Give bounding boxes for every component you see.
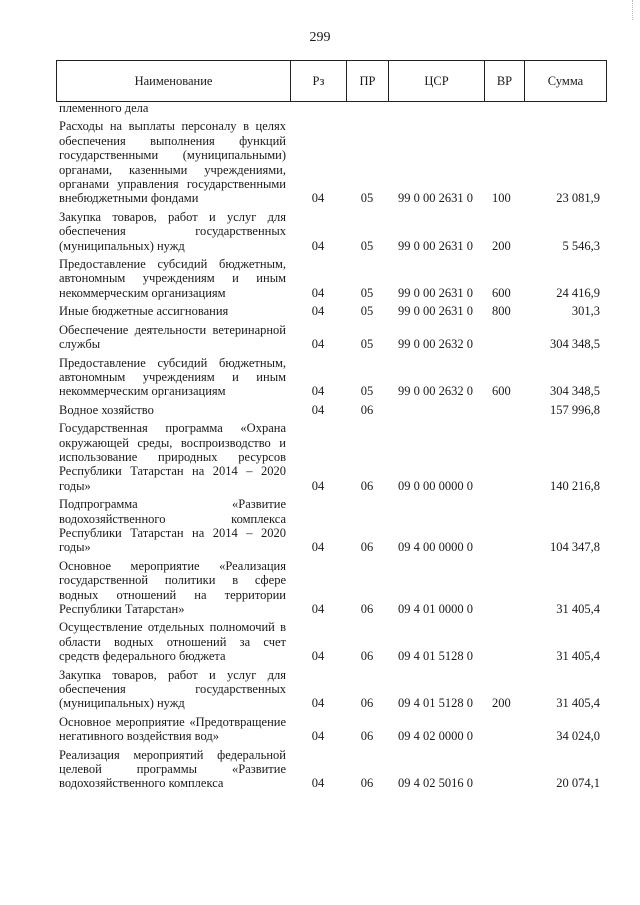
row-sum <box>524 101 606 115</box>
budget-table <box>56 101 606 791</box>
row-vr <box>484 403 524 417</box>
row-vr: 100 <box>492 191 511 206</box>
table-row <box>56 620 606 663</box>
row-sum: 157 996,8 <box>550 402 600 417</box>
table-row <box>56 403 606 417</box>
row-name: Реализация мероприятий федеральной целевой программы «Развитие водохозяйственного комплекса <box>59 747 286 791</box>
row-rz: 04 <box>311 602 325 616</box>
row-pr: 05 <box>360 384 374 399</box>
row-name: племенного дела <box>59 101 149 115</box>
row-name: Основное мероприятие «Реализация государственной политики в сфере водных отношений на территории Республики Татарстан» <box>59 558 286 616</box>
row-rz: 04 <box>311 191 325 206</box>
row-sum: 31 405,4 <box>556 696 600 711</box>
row-csr <box>388 403 484 417</box>
row-csr: 09 0 00 0000 0 <box>398 478 473 493</box>
table-row <box>56 559 606 617</box>
row-pr: 05 <box>360 304 374 319</box>
table-row <box>56 119 606 205</box>
row-vr <box>484 497 524 555</box>
col-header-vr: ВР <box>485 61 525 102</box>
row-csr: 99 0 00 2631 0 <box>398 304 473 319</box>
table-row <box>56 101 606 115</box>
table-row <box>56 748 606 791</box>
row-pr <box>346 101 388 115</box>
row-pr: 06 <box>360 649 374 664</box>
row-rz: 04 <box>311 337 325 352</box>
row-rz: 04 <box>311 649 325 664</box>
row-vr <box>484 421 524 493</box>
budget-table-body <box>56 101 606 791</box>
row-sum: 31 405,4 <box>556 649 600 664</box>
row-csr: 99 0 00 2632 0 <box>398 384 473 399</box>
row-rz: 04 <box>311 478 325 493</box>
row-pr: 06 <box>360 696 374 711</box>
row-vr: 800 <box>492 304 511 319</box>
table-row <box>56 668 606 711</box>
row-sum: 104 347,8 <box>550 540 600 555</box>
row-name: Основное мероприятие «Предотвращение негативного воздействия вод» <box>59 714 286 744</box>
row-pr: 05 <box>360 337 374 352</box>
row-rz: 04 <box>311 304 325 319</box>
row-rz: 04 <box>311 384 325 399</box>
page-number: 299 <box>309 30 331 45</box>
table-row <box>56 257 606 300</box>
row-vr: 200 <box>492 238 511 253</box>
row-sum: 140 216,8 <box>550 478 600 493</box>
row-vr: 200 <box>492 696 511 711</box>
row-csr <box>388 101 484 115</box>
row-vr: 600 <box>492 285 511 300</box>
table-row <box>56 356 606 399</box>
row-pr: 05 <box>360 285 374 300</box>
row-name: Закупка товаров, работ и услуг для обеспечения государственных (муниципальных) нужд <box>59 209 286 253</box>
row-pr: 05 <box>360 191 374 206</box>
row-rz: 04 <box>311 776 325 791</box>
row-name: Водное хозяйство <box>59 402 154 417</box>
row-csr: 99 0 00 2631 0 <box>398 191 473 206</box>
row-sum: 31 405,4 <box>556 602 600 616</box>
margin-mark <box>632 0 634 20</box>
row-vr <box>484 559 524 617</box>
col-header-sum: Сумма <box>525 61 607 102</box>
row-pr: 06 <box>360 602 374 616</box>
row-rz <box>290 101 346 115</box>
row-sum: 34 024,0 <box>556 729 600 744</box>
row-rz: 04 <box>311 238 325 253</box>
row-name: Закупка товаров, работ и услуг для обеспечения государственных (муниципальных) нужд <box>59 667 286 711</box>
row-vr <box>484 748 524 791</box>
row-csr: 99 0 00 2631 0 <box>398 285 473 300</box>
row-pr: 06 <box>360 540 374 555</box>
table-row <box>56 210 606 253</box>
row-sum: 304 348,5 <box>550 337 600 352</box>
row-rz: 04 <box>311 540 325 555</box>
row-csr: 09 4 01 0000 0 <box>398 602 473 616</box>
row-rz: 04 <box>311 402 325 417</box>
row-vr: 600 <box>492 384 511 399</box>
table-row <box>56 323 606 352</box>
row-sum: 24 416,9 <box>556 285 600 300</box>
row-pr: 06 <box>360 402 374 417</box>
row-pr: 06 <box>360 776 374 791</box>
row-pr: 05 <box>360 238 374 253</box>
row-vr <box>484 323 524 352</box>
row-pr: 06 <box>360 729 374 744</box>
table-header <box>56 60 607 102</box>
row-csr: 99 0 00 2631 0 <box>398 238 473 253</box>
header-row <box>57 61 607 102</box>
row-vr <box>484 101 524 115</box>
row-rz: 04 <box>311 285 325 300</box>
row-csr: 09 4 01 5128 0 <box>398 696 473 711</box>
col-header-name: Наименование <box>57 61 291 102</box>
row-csr: 09 4 02 0000 0 <box>398 729 473 744</box>
row-vr <box>484 620 524 663</box>
row-sum: 304 348,5 <box>550 384 600 399</box>
table-row <box>56 497 606 555</box>
row-csr: 09 4 00 0000 0 <box>398 540 473 555</box>
table-row <box>56 304 606 318</box>
row-name: Предоставление субсидий бюджетным, автономным учреждениям и иным некоммерческим организациям <box>59 355 286 399</box>
table-row <box>56 715 606 744</box>
row-sum: 23 081,9 <box>556 191 600 206</box>
row-csr: 99 0 00 2632 0 <box>398 337 473 352</box>
row-sum: 20 074,1 <box>556 776 600 791</box>
row-name: Осуществление отдельных полномочий в области водных отношений за счет средств федерального бюджета <box>59 620 286 664</box>
row-name: Подпрограмма «Развитие водохозяйственного комплекса Республики Татарстан на 2014 – 2020 годы» <box>59 497 286 555</box>
row-vr <box>484 715 524 744</box>
row-pr: 06 <box>360 478 374 493</box>
table-row <box>56 421 606 493</box>
row-rz: 04 <box>311 729 325 744</box>
col-header-rz: Рз <box>291 61 347 102</box>
col-header-pr: ПР <box>347 61 389 102</box>
col-header-csr: ЦСР <box>389 61 485 102</box>
row-name: Предоставление субсидий бюджетным, автономным учреждениям и иным некоммерческим организациям <box>59 257 286 300</box>
row-name: Расходы на выплаты персоналу в целях обеспечения выполнения функций государственными (муниципальными) органами, казенными учреждениями, органами управления государственными внебюджетными фондами <box>59 119 286 206</box>
row-name: Иные бюджетные ассигнования <box>59 304 229 319</box>
row-rz: 04 <box>311 696 325 711</box>
row-sum: 5 546,3 <box>562 238 600 253</box>
row-name: Обеспечение деятельности ветеринарной службы <box>59 322 286 352</box>
row-csr: 09 4 02 5016 0 <box>398 776 473 791</box>
row-sum: 301,3 <box>571 304 600 319</box>
row-csr: 09 4 01 5128 0 <box>398 649 473 664</box>
row-name: Государственная программа «Охрана окружающей среды, воспроизводство и использование природных ресурсов Республики Татарстан на 2014 – 2020 годы» <box>59 421 286 493</box>
